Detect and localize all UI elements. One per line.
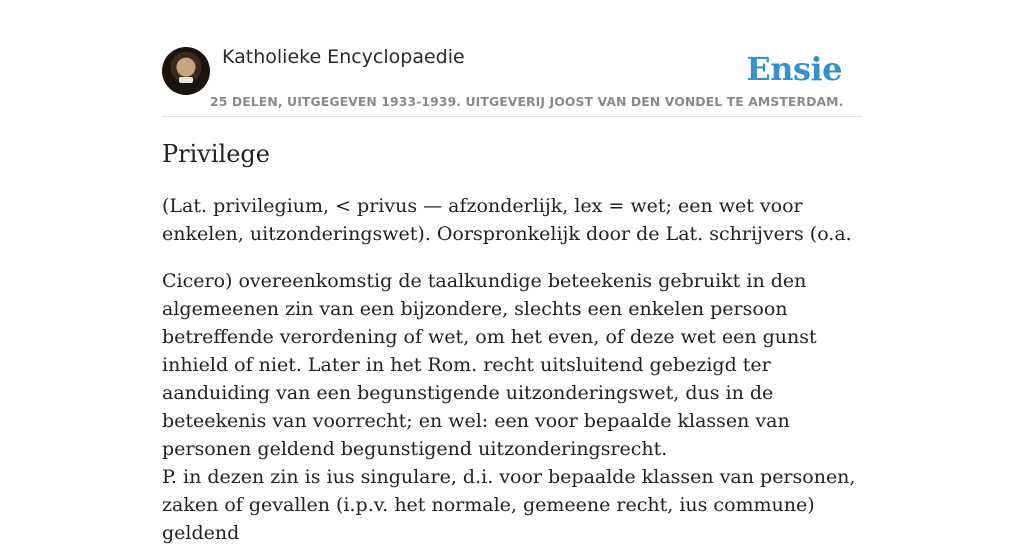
portrait-collar (179, 77, 193, 83)
site-title[interactable]: Katholieke Encyclopaedie (222, 46, 465, 68)
article-paragraph: Cicero) overeenkomstig de taalkundige beteekenis gebruikt in den algemeenen zin van een bijzondere, slechts een enkelen persoon betreffende verordening of wet, om het even, of deze wet een gunst inhield of niet. Later in het Rom. recht uitsluitend gebezigd ter aanduiding van een begunstigende uitzonderingswet, dus in de beteekenis van voorrecht; en wel: een voor bepaalde klassen van personen geldend begunstigend uitzonderingsrecht. (162, 270, 817, 460)
brand-logo[interactable]: Ensie (746, 50, 842, 88)
article-title: Privilege (162, 140, 270, 168)
site-header (162, 46, 862, 117)
article-paragraph: P. in dezen zin is ius singulare, d.i. voor bepaalde klassen van personen, zaken of gevallen (i.p.v. het normale, gemeene recht, ius commune) geldend (162, 466, 856, 544)
avatar[interactable] (162, 47, 210, 95)
site-subtitle: 25 DELEN, UITGEGEVEN 1933-1939. UITGEVERIJ JOOST VAN DEN VONDEL TE AMSTERDAM. (210, 94, 844, 109)
article-paragraph: (Lat. privilegium, < privus — afzonderlijk, lex = wet; een wet voor enkelen, uitzonderingswet). Oorspronkelijk door de Lat. schrijvers (o.a. (162, 195, 852, 245)
